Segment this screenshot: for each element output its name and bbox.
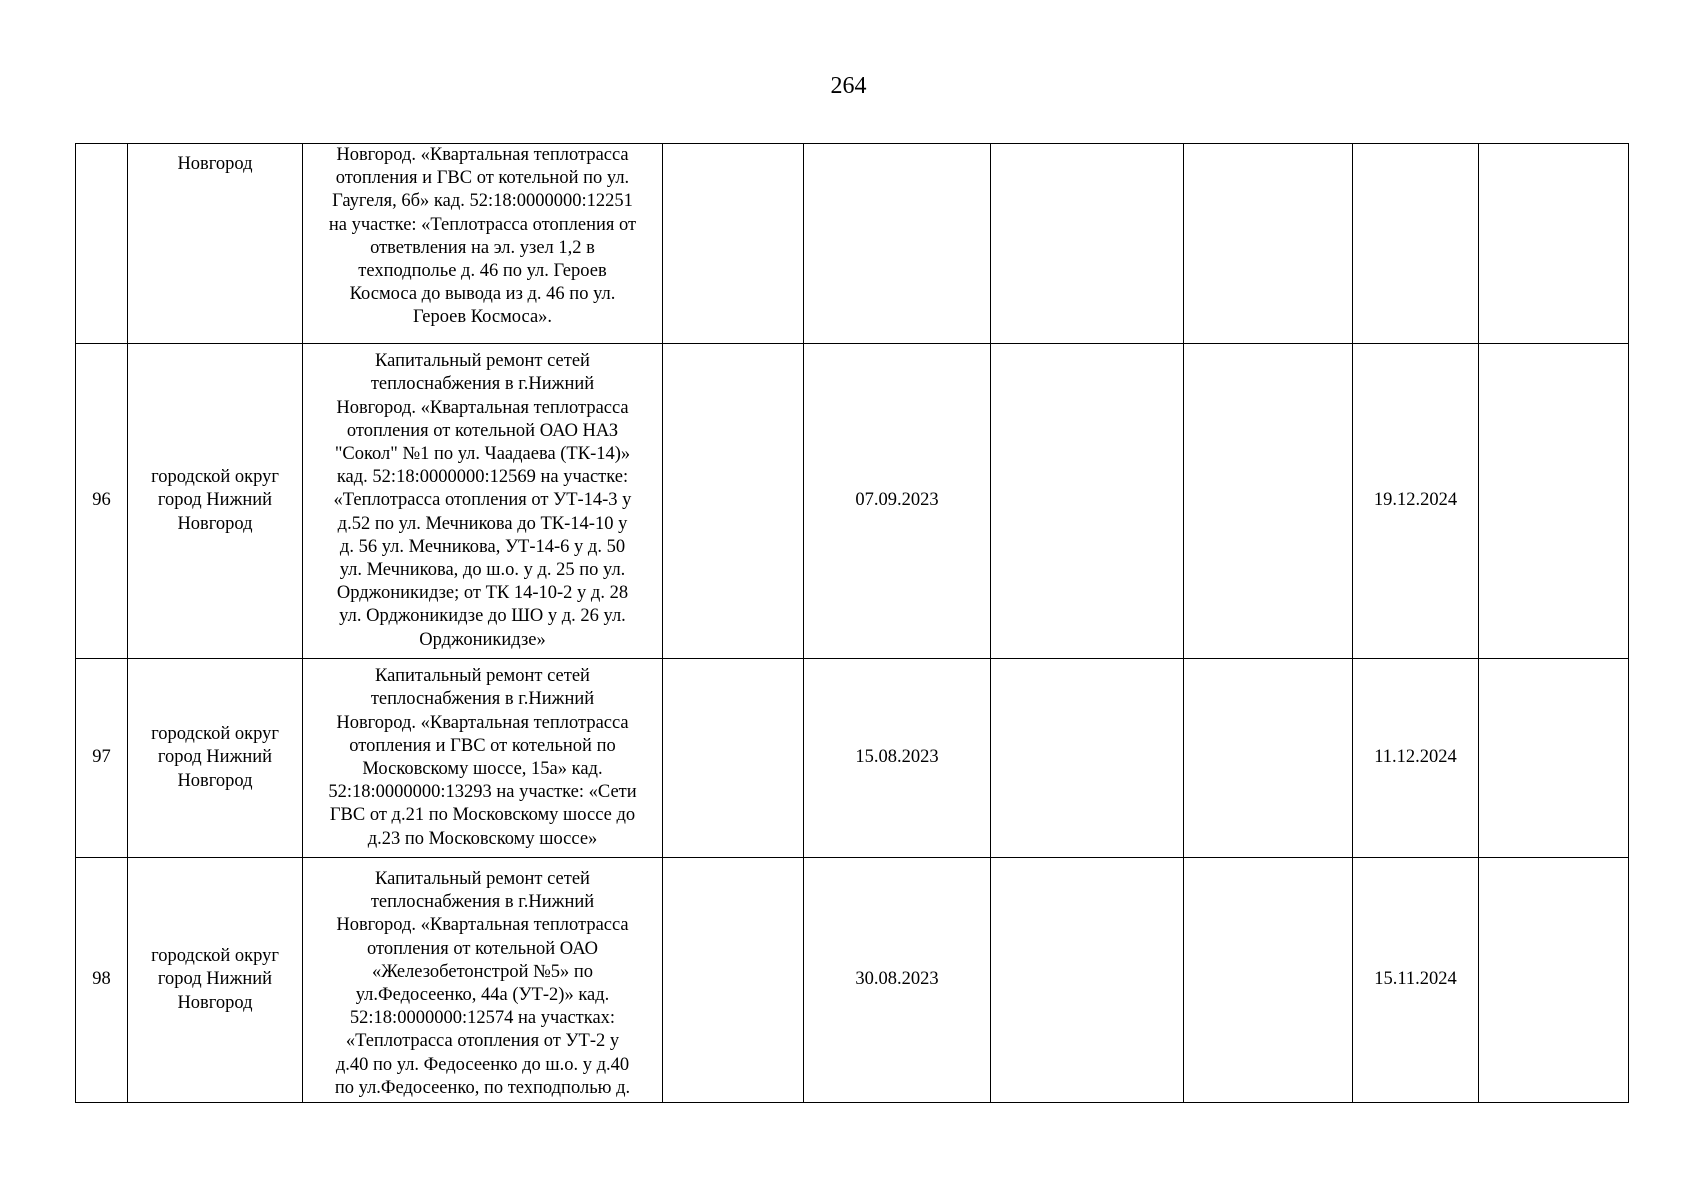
row-number-cell: 98 <box>76 858 128 1103</box>
page-number: 264 <box>830 73 867 99</box>
row-number-cell: 97 <box>76 659 128 858</box>
end-date-cell <box>1353 144 1479 344</box>
end-date-cell: 15.11.2024 <box>1353 858 1479 1103</box>
empty-cell <box>663 344 804 659</box>
start-date-cell: 07.09.2023 <box>804 344 991 659</box>
municipality-cell: городской округ город Нижний Новгород <box>128 344 303 659</box>
municipality-cell: городской округ город Нижний Новгород <box>128 858 303 1103</box>
table-row <box>76 344 1629 659</box>
empty-cell <box>991 659 1184 858</box>
empty-cell <box>1184 659 1353 858</box>
empty-cell <box>991 344 1184 659</box>
row-number-cell: 96 <box>76 344 128 659</box>
table-row <box>76 144 1629 344</box>
empty-cell <box>991 144 1184 344</box>
row-number-cell <box>76 144 128 344</box>
table-row <box>76 659 1629 858</box>
start-date-cell: 15.08.2023 <box>804 659 991 858</box>
table-row <box>76 858 1629 1103</box>
empty-cell <box>1184 344 1353 659</box>
description-cell: Новгород. «Квартальная теплотрасса отопления и ГВС от котельной по ул. Гаугеля, 6б» кад. 52:18:0000000:12251 на участке: «Теплотрасса отопления от ответвления на эл. узел 1,2 в техподполье д. 46 по ул. Героев Космоса до вывода из д. 46 по ул. Героев Космоса». <box>303 144 663 344</box>
empty-cell <box>1184 858 1353 1103</box>
empty-cell <box>1479 344 1629 659</box>
start-date-cell <box>804 144 991 344</box>
description-cell: Капитальный ремонт сетей теплоснабжения в г.Нижний Новгород. «Квартальная теплотрасса отопления от котельной ОАО «Железобетонстрой №5» по ул.Федосеенко, 44а (УТ-2)» кад. 52:18:0000000:12574 на участках: «Теплотрасса отопления от УТ-2 у д.40 по ул. Федосеенко до ш.о. у д.40 по ул.Федосеенко, по техподполью д. <box>303 858 663 1103</box>
end-date-cell: 19.12.2024 <box>1353 344 1479 659</box>
description-cell: Капитальный ремонт сетей теплоснабжения в г.Нижний Новгород. «Квартальная теплотрасса отопления и ГВС от котельной по Московскому шоссе, 15а» кад. 52:18:0000000:13293 на участке: «Сети ГВС от д.21 по Московскому шоссе до д.23 по Московскому шоссе» <box>303 659 663 858</box>
empty-cell <box>663 144 804 344</box>
empty-cell <box>1479 858 1629 1103</box>
empty-cell <box>1184 144 1353 344</box>
municipality-cell: Новгород <box>128 144 303 344</box>
start-date-cell: 30.08.2023 <box>804 858 991 1103</box>
empty-cell <box>991 858 1184 1103</box>
empty-cell <box>663 858 804 1103</box>
works-table <box>75 143 1629 1103</box>
description-cell: Капитальный ремонт сетей теплоснабжения в г.Нижний Новгород. «Квартальная теплотрасса отопления от котельной ОАО НАЗ "Сокол" №1 по ул. Чаадаева (ТК-14)» кад. 52:18:0000000:12569 на участке: «Теплотрасса отопления от УТ-14-3 у д.52 по ул. Мечникова до ТК-14-10 у д. 56 ул. Мечникова, УТ-14-6 у д. 50 ул. Мечникова, до ш.о. у д. 25 по ул. Орджоникидзе; от ТК 14-10-2 у д. 28 ул. Орджоникидзе до ШО у д. 26 ул. Орджоникидзе» <box>303 344 663 659</box>
empty-cell <box>663 659 804 858</box>
end-date-cell: 11.12.2024 <box>1353 659 1479 858</box>
empty-cell <box>1479 659 1629 858</box>
municipality-cell: городской округ город Нижний Новгород <box>128 659 303 858</box>
empty-cell <box>1479 144 1629 344</box>
